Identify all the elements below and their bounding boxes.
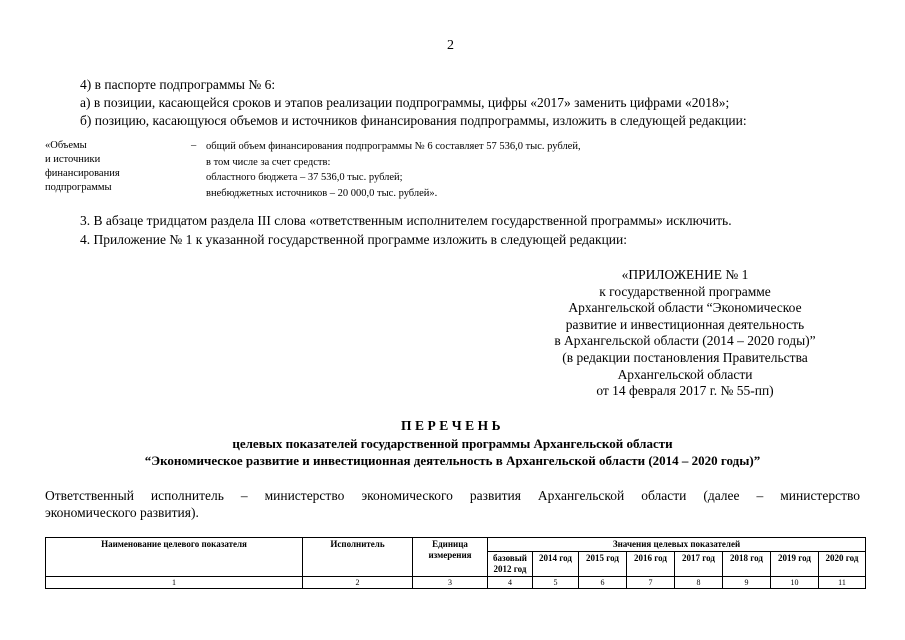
list-subtitle-program: “Экономическое развитие и инвестиционная деятельность в Архангельской области (2014 – 2020 годы)”: [144, 453, 761, 468]
column-number: 5: [533, 577, 579, 589]
header-executor: Исполнитель: [303, 538, 413, 577]
list-title: ПЕРЕЧЕНЬ: [400, 418, 505, 433]
item-line-b: б) позицию, касающуюся объемов и источников финансирования подпрограммы, изложить в следующей редакции:: [80, 113, 747, 128]
point-3: 3. В абзаце тридцатом раздела III слова «ответственным исполнителем государственной программы» исключить.: [80, 213, 732, 228]
header-values-group: Значения целевых показателей: [488, 538, 866, 552]
column-number: 6: [579, 577, 627, 589]
header-year: 2015 год: [579, 552, 627, 577]
appendix-line: от 14 февраля 2017 г. № 55-пп): [596, 383, 774, 399]
appendix-line: развитие и инвестиционная деятельность: [565, 316, 805, 332]
page-number: 2: [447, 38, 454, 53]
column-number: 11: [819, 577, 866, 589]
indicators-table: [45, 537, 866, 589]
responsible-executor-line: Ответственный исполнитель – министерство экономического развития Архангельской области (далее – министерство: [45, 488, 860, 503]
appendix-line: Архангельской области “Экономическое: [568, 300, 802, 316]
header-year: 2018 год: [723, 552, 771, 577]
funding-dash: –: [191, 140, 197, 151]
column-number: 10: [771, 577, 819, 589]
funding-label-line: «Объемы: [45, 140, 87, 151]
funding-text-line: внебюджетных источников – 20 000,0 тыс. рублей».: [206, 187, 438, 199]
appendix-line: Архангельской области: [617, 366, 753, 382]
funding-label-line: подпрограммы: [45, 182, 112, 193]
item-line-a: а) в позиции, касающейся сроков и этапов реализации подпрограммы, цифры «2017» заменить цифрами «2018»;: [80, 95, 730, 110]
funding-label: [45, 139, 120, 195]
point-4: 4. Приложение № 1 к указанной государственной программе изложить в следующей редакции:: [80, 232, 627, 247]
header-year: 2020 год: [819, 552, 866, 577]
responsible-executor-line-2: экономического развития).: [45, 505, 199, 520]
item-line-4: 4) в паспорте подпрограммы № 6:: [80, 77, 276, 92]
appendix-line: «ПРИЛОЖЕНИЕ № 1: [621, 267, 749, 282]
appendix-line: к государственной программе: [599, 283, 771, 299]
header-base-year: базовый 2012 год: [488, 552, 533, 577]
header-year: 2016 год: [627, 552, 675, 577]
column-number: 9: [723, 577, 771, 589]
column-number: 4: [488, 577, 533, 589]
table-row-column-numbers: [46, 577, 866, 589]
funding-text-line: общий объем финансирования подпрограммы № 6 составляет 57 536,0 тыс. рублей,: [206, 141, 581, 152]
appendix-line: в Архангельской области (2014 – 2020 годы)”: [554, 333, 816, 349]
appendix-block: [520, 267, 850, 400]
list-subtitle: целевых показателей государственной программы Архангельской области: [232, 436, 673, 451]
header-year: 2014 год: [533, 552, 579, 577]
funding-text-line: в том числе за счет средств:: [206, 156, 331, 168]
header-indicator-name: Наименование целевого показателя: [46, 538, 303, 577]
column-number: 2: [303, 577, 413, 589]
appendix-line: (в редакции постановления Правительства: [562, 349, 808, 365]
column-number: 8: [675, 577, 723, 589]
header-unit: Единица измерения: [413, 538, 488, 577]
funding-label-line: и источники: [45, 154, 101, 165]
header-year: 2017 год: [675, 552, 723, 577]
funding-label-line: финансирования: [45, 168, 120, 179]
column-number: 3: [413, 577, 488, 589]
column-number: 7: [627, 577, 675, 589]
funding-text: [206, 139, 581, 201]
funding-text-line: областного бюджета – 37 536,0 тыс. рублей;: [206, 172, 403, 183]
header-year: 2019 год: [771, 552, 819, 577]
column-number: 1: [46, 577, 303, 589]
